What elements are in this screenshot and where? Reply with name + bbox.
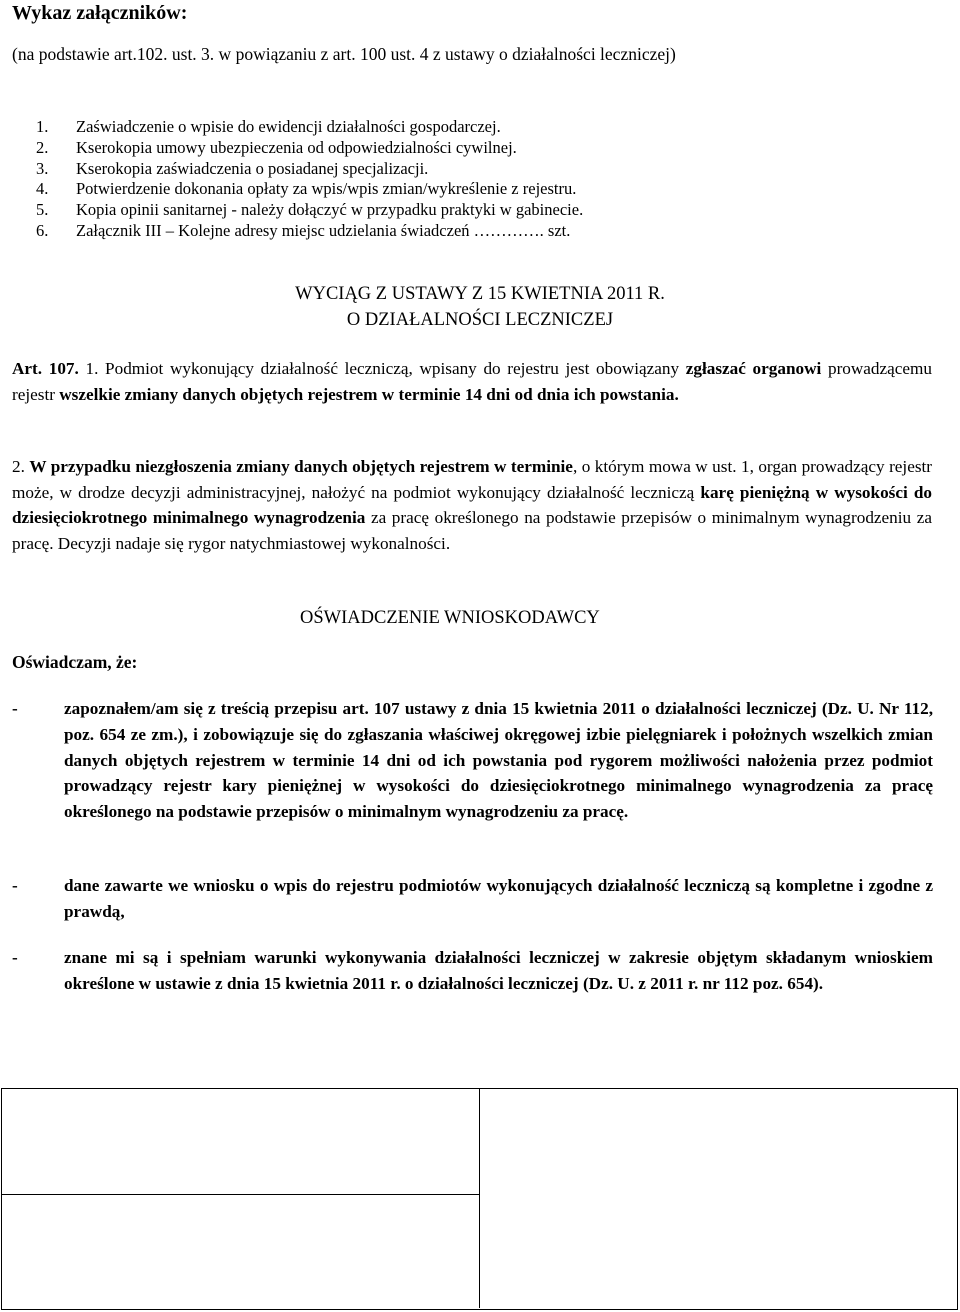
declaration-title: OŚWIADCZENIE WNIOSKODAWCY (300, 608, 600, 628)
document-title: Wykaz załączników: (12, 2, 188, 24)
declaration-item: - znane mi są i spełniam warunki wykonywania działalności leczniczej w zakresie objętym składanym wnioskiem określone w ustawie z dnia 15 kwietnia 2011 r. o działalności leczniczej (Dz. U. z 2011 r. nr 112 poz. 654). (12, 948, 933, 993)
list-item: 2. Kserokopia umowy ubezpieczenia od odpowiedzialności cywilnej. (36, 137, 517, 157)
declaration-item: - dane zawarte we wniosku o wpis do rejestru podmiotów wykonujących działalność leczniczą są kompletne i zgodne z prawdą, (12, 876, 933, 921)
signature-table-final2 (1, 1088, 958, 1310)
list-item: 5. Kopia opinii sanitarnej - należy dołączyć w przypadku praktyki w gabinecie. (36, 200, 584, 220)
extract-title-line2: O DZIAŁALNOŚCI LECZNICZEJ (346, 310, 614, 330)
list-item: 3. Kserokopia zaświadczenia o posiadanej specjalizacji. (36, 158, 429, 178)
article-paragraph-1: Art. 107. 1. Podmiot wykonujący działalność leczniczą, wpisany do rejestru jest obowiązany zgłaszać organowi prowadzącemu rejestr wszelkie zmiany danych objętych rejestrem w terminie 14 dni od dnia ich powstania. (12, 359, 933, 404)
sign-cell[interactable] (2, 1195, 480, 1308)
list-item: 6. Załącznik III – Kolejne adresy miejsc udzielania świadczeń …………. szt. (36, 220, 571, 240)
name-cell[interactable] (480, 1089, 956, 1308)
declaration-lead: Oświadczam, że: (12, 652, 138, 672)
extract-title-line1: WYCIĄG Z USTAWY Z 15 KWIETNIA 2011 R. (295, 284, 665, 304)
article-paragraph-2: 2. W przypadku niezgłoszenia zmiany danych objętych rejestrem w terminie, o którym mowa w ust. 1, organ prowadzący rejestr może, w drodze decyzji administracyjnej, nałożyć na podmiot wykonujący działalność leczniczą karę pieniężną w wysokości do dziesięciokrotnego minimalnego wynagrodzenia za pracę określonego na podstawie przepisów o minimalnym wynagrodzeniu za pracę. Decyzji nadaje się rygor natychmiastowej wykonalności. (12, 457, 933, 553)
declaration-item: - zapoznałem/am się z treścią przepisu art. 107 ustawy z dnia 15 kwietnia 2011 o działalności leczniczej (Dz. U. Nr 112, poz. 654 ze zm.), i zobowiązuje się do zgłaszania właściwej okręgowej izbie pielęgniarek i położnych wszelkich zmian danych objętych rejestrem w terminie 14 dni od ich powstania pod rygorem możliwości nałożenia przez podmiot prowadzący rejestr kary pieniężnej w wysokości do dziesięciokrotnego minimalnego wynagrodzenia za pracę określonego na podstawie przepisów o minimalnym wynagrodzeniu za pracę. (12, 699, 933, 822)
legal-basis: (na podstawie art.102. ust. 3. w powiązaniu z art. 100 ust. 4 z ustawy o działalności leczniczej) (12, 44, 676, 64)
list-item: 4. Potwierdzenie dokonania opłaty za wpis/wpis zmian/wykreślenie z rejestru. (36, 179, 577, 199)
list-item: 1. Zaświadczenie o wpisie do ewidencji działalności gospodarczej. (36, 117, 501, 136)
date-cell[interactable] (2, 1089, 480, 1195)
